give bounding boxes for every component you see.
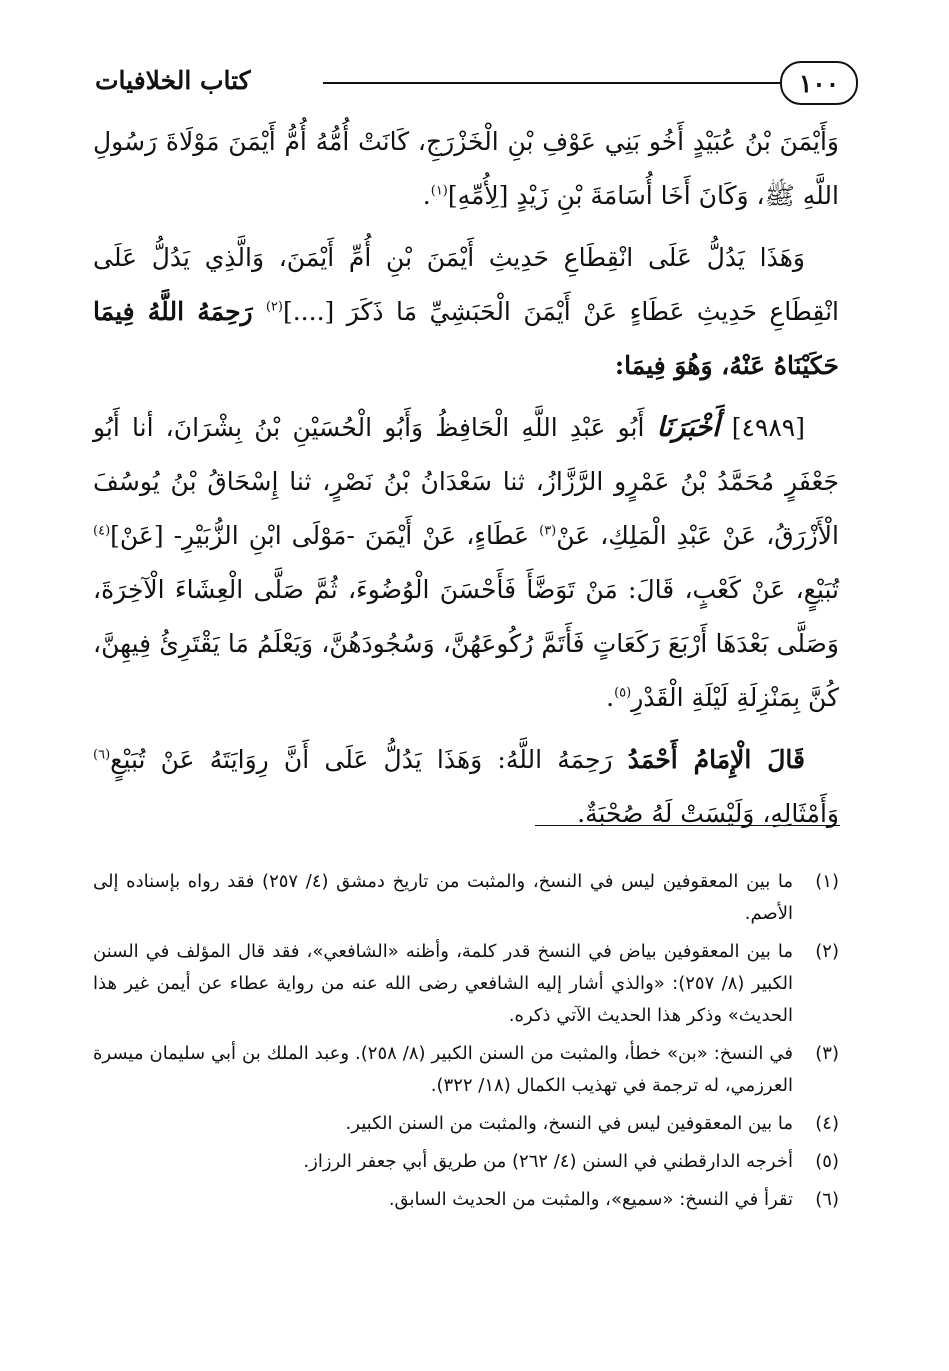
footnote-ref-4: (٤) — [93, 523, 111, 539]
imam-lead: قَالَ الْإِمَامُ أَحْمَدُ — [627, 745, 805, 774]
footnote — [93, 1108, 839, 1140]
footnotes — [93, 866, 839, 1222]
header-rule — [323, 82, 848, 84]
footnote-text: في النسخ: «بن» خطأ، والمثبت من السنن الكبير (٨/ ٢٥٨). وعبد الملك بن أبي سليمان ميسرة العرزمي، له ترجمة في تهذيب الكمال (١٨/ ٣٢٢). — [93, 1043, 793, 1096]
hadith-lead-word: أَخْبَرَنَا — [656, 412, 720, 443]
main-text — [93, 115, 839, 849]
footnote-number: (٦) — [815, 1189, 839, 1210]
footnote-text: ما بين المعقوفين ليس في النسخ، والمثبت من تاريخ دمشق (٤/ ٢٥٧) فقد رواه بإسناده إلى الأصم. — [93, 871, 794, 924]
footnote — [93, 1038, 839, 1102]
hadith-text-a: أَبُو عَبْدِ اللَّهِ الْحَافِظُ وَأَبُو الْحُسَيْنِ بْنُ بِشْرَانَ، أنا أَبُو جَعْفَرٍ مُحَمَّدُ بْنُ عَمْرٍو الرَّزَّازُ، ثنا سَعْدَانُ بْنُ نَصْرٍ، ثنا إِسْحَاقُ بْنُ يُوسُفَ الْأَزْرَقُ، عَنْ عَبْدِ الْمَلِكِ، عَنْ — [93, 413, 840, 550]
page-number: ١٠٠ — [780, 61, 858, 105]
footnote-number: (١) — [815, 871, 839, 892]
footnote-ref-6: (٦) — [93, 747, 111, 763]
footnote-text: ما بين المعقوفين بياض في النسخ قدر كلمة، وأظنه «الشافعي»، فقد قال المؤلف في السنن الكبير (٨/ ٢٥٧): «والذي أشار إليه الشافعي رضى الله عنه من رواية عطاء عن أيمن غير هذا الحديث» وذكر هذا الحديث الآتي ذكره. — [93, 941, 793, 1026]
footnote-text: ما بين المعقوفين ليس في النسخ، والمثبت من السنن الكبير. — [345, 1113, 793, 1134]
footnote-number: (٤) — [815, 1113, 839, 1134]
paragraph-2 — [93, 231, 839, 393]
footnote-ref-5: (٥) — [614, 685, 632, 701]
footnote-number: (٣) — [815, 1043, 839, 1064]
p1-text: وَأَيْمَنَ بْنُ عُبَيْدٍ أَخُو بَنِي عَوْفِ بْنِ الْخَزْرَجِ، كَانَتْ أُمُّهُ أُمُّ أَيْمَنَ مَوْلَاةَ رَسُولِ اللَّهِ ﷺ، وَكَانَ أَخَا أُسَامَةَ بْنِ زَيْدٍ [لِأُمِّهِ] — [93, 127, 839, 210]
book-title: كتاب الخلافيات — [95, 66, 251, 95]
page-header — [95, 58, 850, 108]
hadith-end: . — [606, 683, 615, 712]
p2-text-b: رَحِمَهُ اللَّهُ فِيمَا حَكَيْنَاهُ عَنْهُ، وَهُوَ فِيمَا: — [93, 297, 839, 380]
p2-text-a: وَهَذَا يَدُلُّ عَلَى انْقِطَاعِ حَدِيثِ أَيْمَنَ بْنِ أُمِّ أَيْمَنَ، وَالَّذِي يَدُلُّ عَلَى انْقِطَاعِ حَدِيثِ عَطَاءٍ عَنْ أَيْمَنَ الْحَبَشِيِّ مَا ذَكَرَ [....] — [93, 243, 839, 326]
footnote-ref-2: (٢) — [265, 299, 283, 315]
paragraph-1 — [93, 115, 839, 223]
footnote-number: (٥) — [815, 1151, 839, 1172]
hadith-text-b: عَطَاءٍ، عَنْ أَيْمَنَ -مَوْلَى ابْنِ الزُّبَيْرِ- [عَنْ] — [110, 521, 540, 550]
footnote — [93, 866, 839, 930]
footnote-text: أخرجه الدارقطني في السنن (٤/ ٢٦٢) من طريق أبي جعفر الرزاز. — [303, 1151, 793, 1172]
footnote — [93, 1146, 839, 1178]
footnote-ref-3: (٣) — [539, 523, 557, 539]
footnote-ref-1: (١) — [430, 183, 448, 199]
p4-text-a: رَحِمَهُ اللَّهُ: وَهَذَا يَدُلُّ عَلَى أَنَّ رِوَايَتَهُ عَنْ تُبَيْعٍ — [110, 745, 628, 774]
footnote-text: تقرأ في النسخ: «سميع»، والمثبت من الحديث السابق. — [388, 1189, 793, 1210]
hadith-4989 — [93, 401, 839, 725]
p1-end: . — [422, 181, 431, 210]
p4-text-b: وَأَمْثَالِهِ، وَلَيْسَتْ لَهُ صُحْبَةٌ. — [577, 799, 839, 828]
hadith-number: [٤٩٨٩] — [731, 413, 805, 442]
footnote — [93, 936, 839, 1032]
footnote-number: (٢) — [815, 941, 839, 962]
hadith-text-c: تُبَيْعٍ، عَنْ كَعْبٍ، قَالَ: مَنْ تَوَضَّأَ فَأَحْسَنَ الْوُضُوءَ، ثُمَّ صَلَّى الْعِشَاءَ الْآخِرَةَ، وَصَلَّى بَعْدَهَا أَرْبَعَ رَكَعَاتٍ فَأَتَمَّ رُكُوعَهُنَّ، وَسُجُودَهُنَّ، وَيَعْلَمُ مَا يَقْتَرِئُ فِيهِنَّ، كُنَّ بِمَنْزِلَةِ لَيْلَةِ الْقَدْرِ — [93, 575, 839, 712]
footnote — [93, 1184, 839, 1216]
footnote-separator — [535, 825, 840, 826]
